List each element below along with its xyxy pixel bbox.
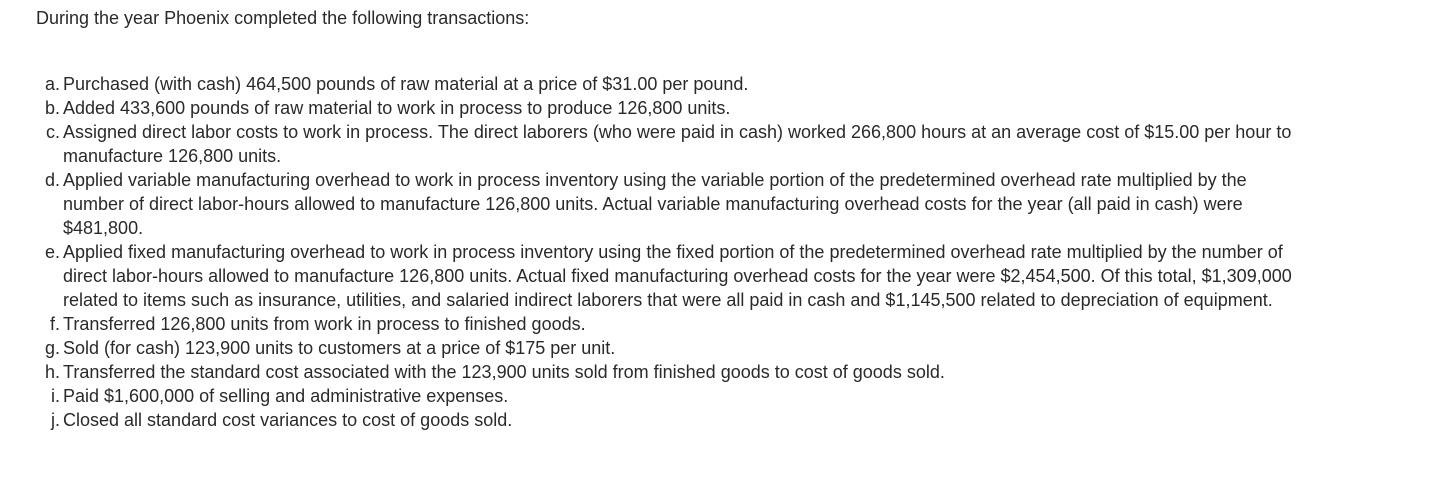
transaction-item-i (36, 384, 1296, 408)
transaction-item-d (36, 168, 1296, 240)
item-text: Transferred 126,800 units from work in process to finished goods. (63, 314, 586, 334)
item-text: Added 433,600 pounds of raw material to work in process to produce 126,800 units. (63, 98, 731, 118)
item-text: Closed all standard cost variances to cost of goods sold. (63, 410, 513, 430)
item-marker: d. (44, 170, 60, 190)
item-marker: e. (44, 242, 60, 262)
transaction-item-j (36, 408, 1296, 432)
item-marker: g. (44, 338, 60, 358)
item-text: Transferred the standard cost associated with the 123,900 units sold from finished goods to cost of goods sold. (63, 362, 945, 382)
intro-text: During the year Phoenix completed the following transactions: (36, 8, 530, 28)
transaction-item-f (36, 312, 1296, 336)
item-marker: b. (44, 98, 60, 118)
item-text: Sold (for cash) 123,900 units to customers at a price of $175 per unit. (63, 338, 616, 358)
transaction-item-a (36, 72, 1296, 96)
item-marker: j. (51, 410, 60, 430)
transaction-item-e (36, 240, 1296, 312)
transaction-item-b (36, 96, 1296, 120)
transaction-item-h (36, 360, 1296, 384)
transaction-item-c (36, 120, 1296, 168)
item-text: Purchased (with cash) 464,500 pounds of raw material at a price of $31.00 per pound. (63, 74, 749, 94)
item-text: Paid $1,600,000 of selling and administrative expenses. (63, 386, 509, 406)
item-marker: c. (45, 122, 60, 142)
item-marker: f. (49, 314, 60, 334)
item-text: Applied variable manufacturing overhead to work in process inventory using the variable portion of the predetermined overhead rate multiplied by the number of direct labor-hours allowed to manufacture 126,800 units. Actual variable manufacturing overhead costs for the year (all paid in cash) were $481,800. (63, 170, 1247, 238)
transaction-list (36, 72, 1296, 432)
item-marker: i. (51, 386, 60, 406)
item-marker: h. (44, 362, 60, 382)
item-text: Applied fixed manufacturing overhead to work in process inventory using the fixed portion of the predetermined overhead rate multiplied by the number of direct labor-hours allowed to manufacture 126,800 units. Actual fixed manufacturing overhead costs for the year were $2,454,500. Of this total, $1,309,000 related to items such as insurance, utilities, and salaried indirect laborers that were all paid in cash and $1,145,500 related to depreciation of equipment. (63, 242, 1292, 310)
transaction-item-g (36, 336, 1296, 360)
item-marker: a. (44, 74, 60, 94)
item-text: Assigned direct labor costs to work in process. The direct laborers (who were paid in cash) worked 266,800 hours at an average cost of $15.00 per hour to manufacture 126,800 units. (63, 122, 1292, 166)
